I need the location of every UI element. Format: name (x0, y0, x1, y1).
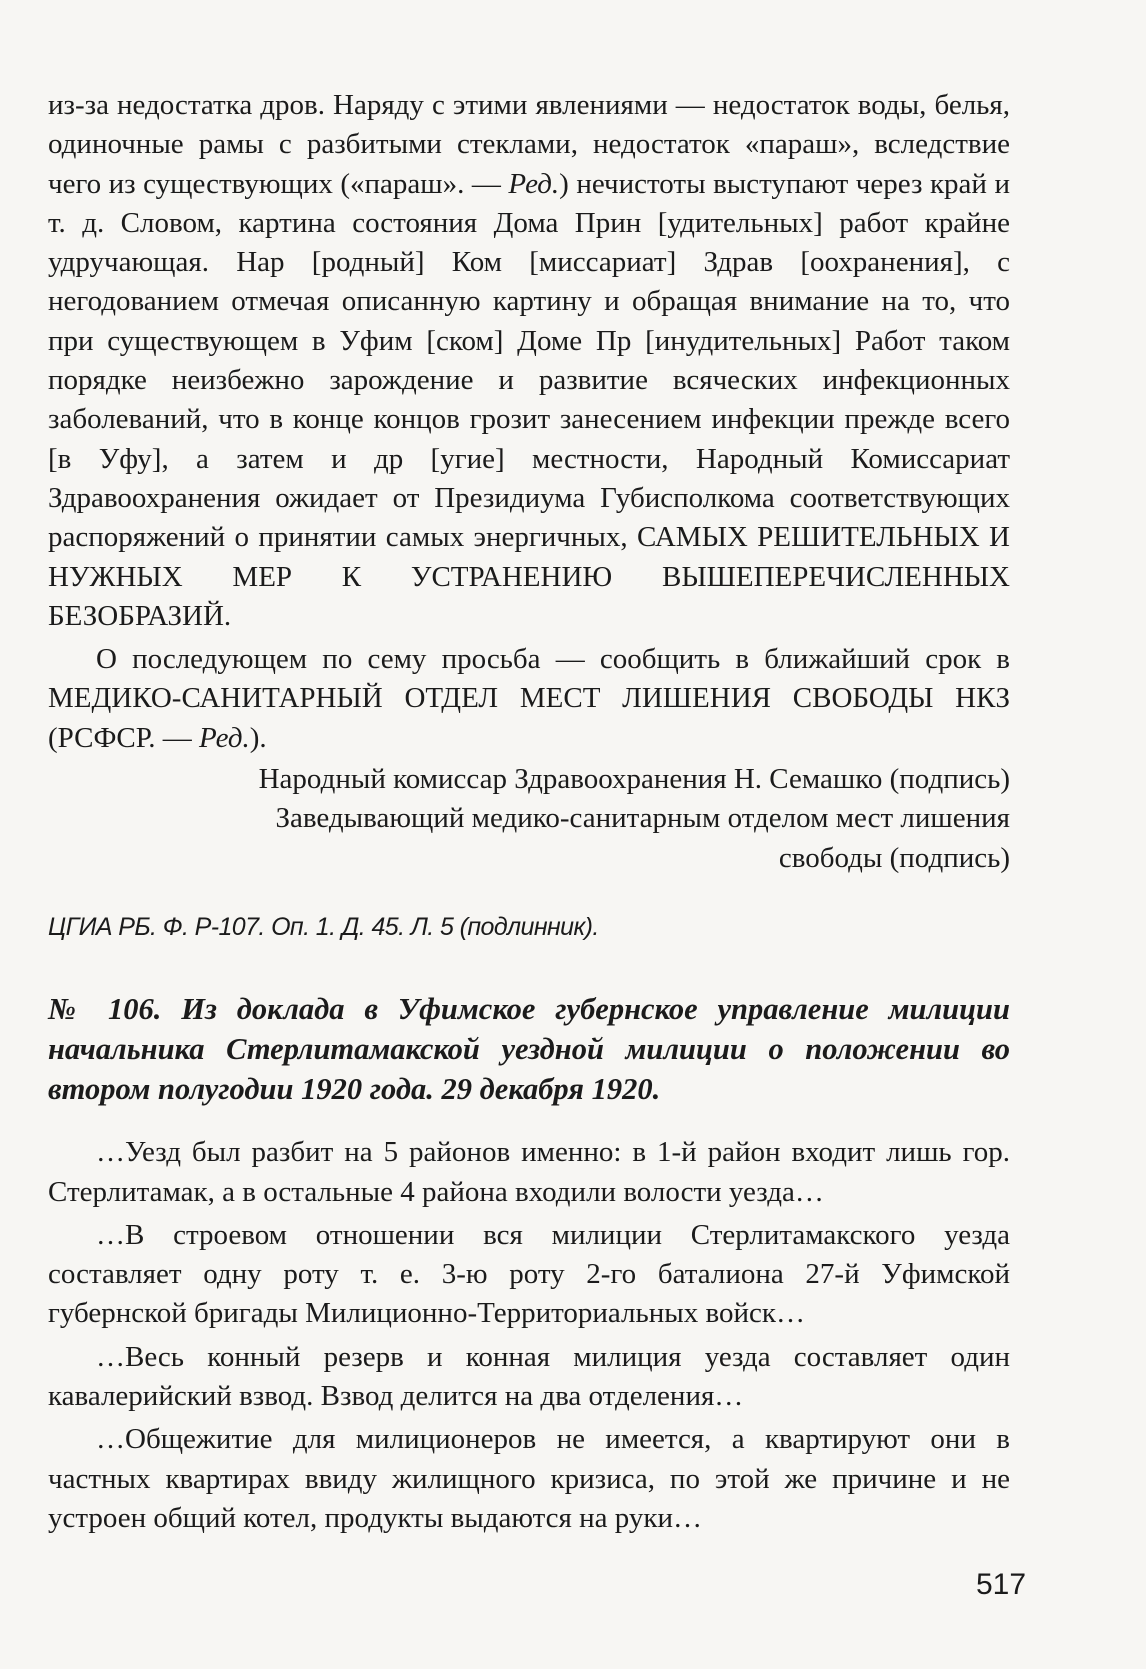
signature-head-line2: свободы (подпись) (778, 841, 1010, 874)
paragraph-continued: из-за недостатка дров. Наряду с этими явлениями — недостаток воды, белья, одиночные рамы с разбитыми стеклами, недостаток «параш», вследствие чего из существующих («параш». — Ред.) нечистоты выступают через край и т. д. Словом, картина состояния Дома Прин [удительных] работ крайне удручающая. Нар [родный] Ком [миссариат] Здрав [оохранения], с негодованием отмечая описанную картину и обращая внимание на то, что при существующем в Уфим [ском] Доме Пр [инудительных] Работ таком порядке неизбежно зарождение и развитие всяческих инфекционных заболеваний, что в конце концов грозит занесением инфекции прежде всего [в Уфу], а затем и др [угие] местности, Народный Комиссариат Здравоохранения ожидает от Президиума Губисполкома соответствующих распоряжений о принятии самых энергичных, САМЫХ РЕШИТЕЛЬНЫХ И НУЖНЫХ МЕР К УСТРАНЕНИЮ ВЫШЕПЕРЕЧИСЛЕННЫХ БЕЗОБРАЗИЙ. (48, 89, 1010, 632)
page-text (48, 86, 1010, 1538)
paragraph-cavalry: …Весь конный резерв и конная милиция уезда составляет один кавалерийский взвод. Взвод делится на два отделения… (48, 1340, 1010, 1413)
paragraph-structure: …В строевом отношении вся милиции Стерлитамакского уезда составляет одну роту т. е. 3-ю роту 2-го баталиона 27-й Уфимской губернской бригады Милиционно-Территориальных войск… (48, 1218, 1010, 1330)
archive-reference: ЦГИА РБ. Ф. Р-107. Оп. 1. Д. 45. Л. 5 (подлинник). (48, 912, 599, 941)
document-title: № 106. Из доклада в Уфимское губернское управление милиции начальника Стерлитамакской уездной милиции о положении во втором полугодии 1920 года. 29 декабря 1920. (48, 992, 1010, 1107)
page-number: 517 (976, 1568, 1027, 1601)
paragraph-districts: …Уезд был разбит на 5 районов именно: в 1-й район входит лишь гор. Стерлитамак, а в остальные 4 района входили волости уезда… (48, 1136, 1010, 1208)
editor-note: Ред. (508, 167, 560, 200)
editor-note: Ред. (199, 721, 250, 754)
paragraph-housing: …Общежитие для милиционеров не имеется, а квартируют они в частных квартирах ввиду жилищного кризиса, по этой же причине и не устроен общий котел, продукты выдаются на руки… (48, 1423, 1010, 1534)
signature-commissar: Народный комиссар Здравоохранения Н. Семашко (подпись) (258, 763, 1010, 796)
paragraph-request: О последующем по сему просьба — сообщить в ближайший срок в МЕДИКО-САНИТАРНЫЙ ОТДЕЛ МЕСТ ЛИШЕНИЯ СВОБОДЫ НКЗ (РСФСР. — Ред.). (48, 643, 1010, 754)
signature-head-line1: Заведывающий медико-санитарным отделом мест лишения (275, 802, 1010, 835)
